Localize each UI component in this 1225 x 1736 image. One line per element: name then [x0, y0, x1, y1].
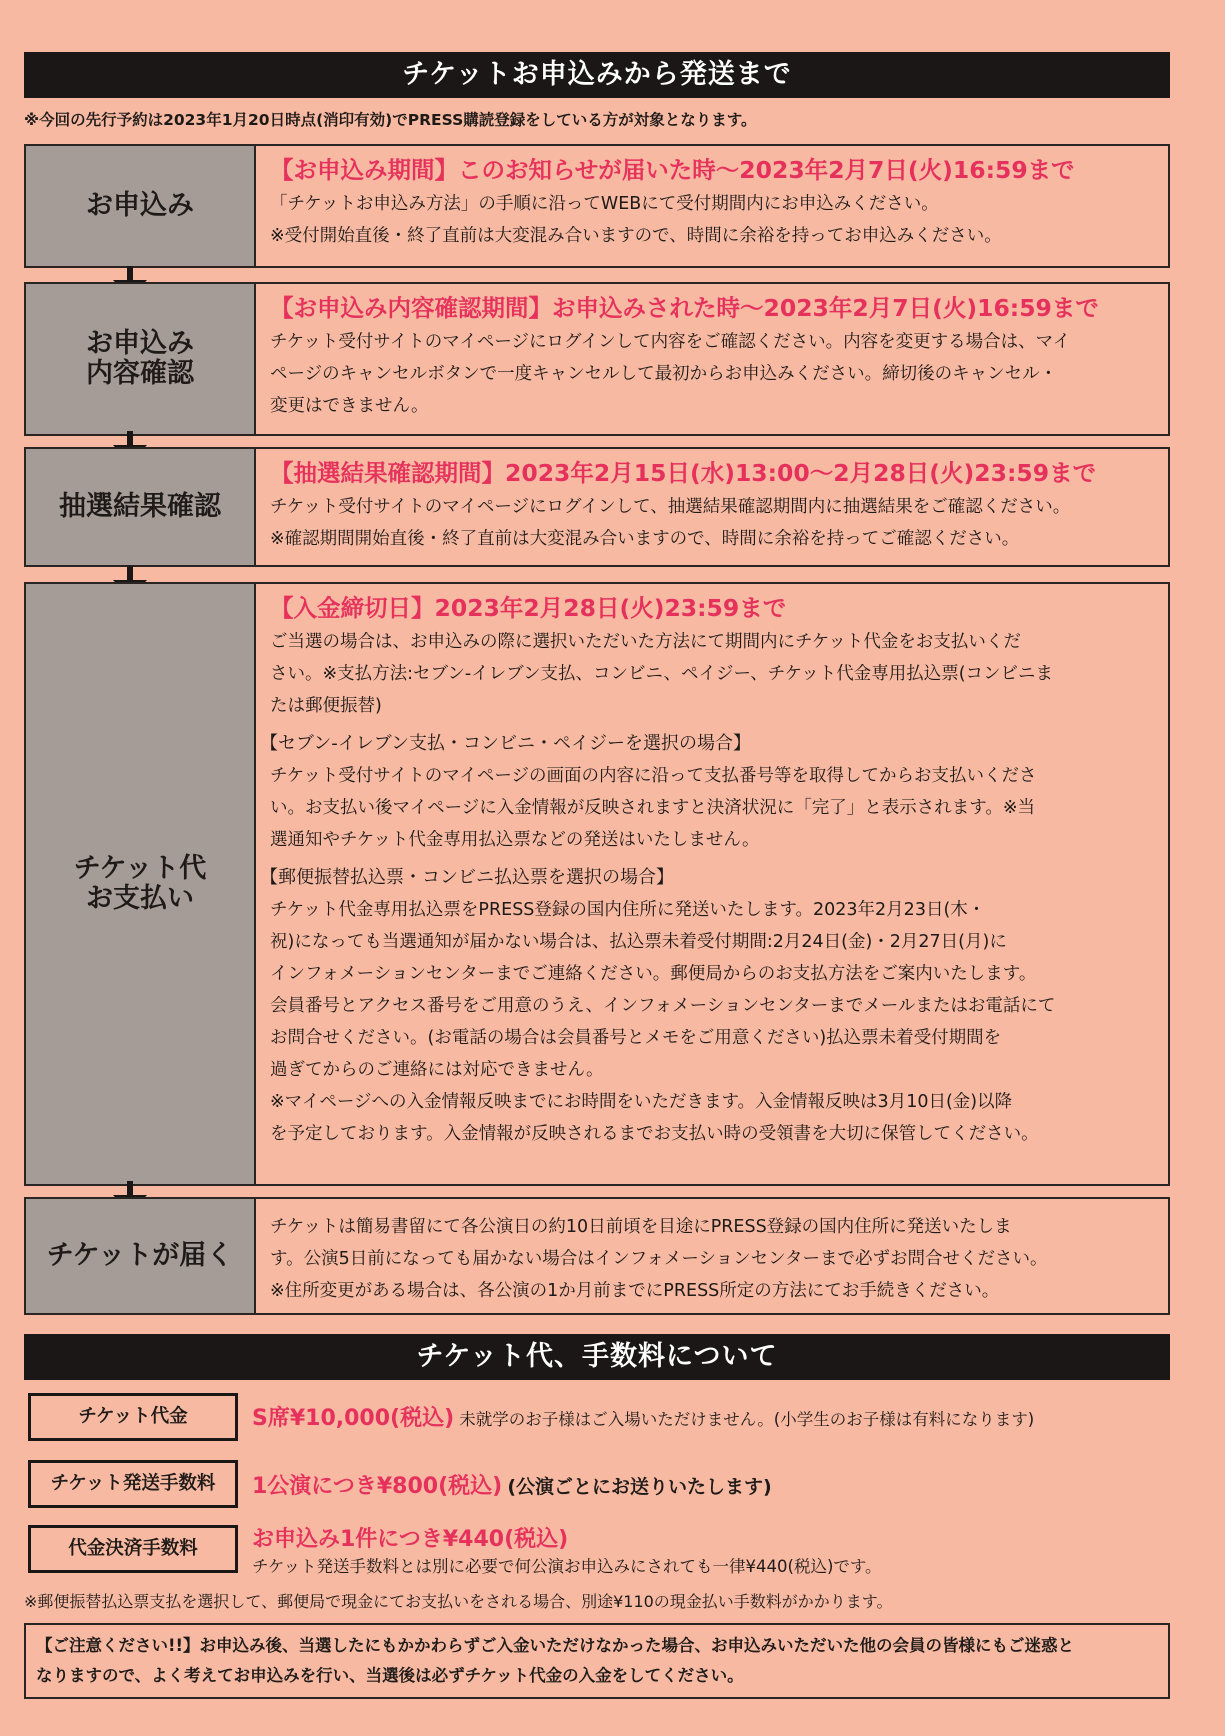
confirmation-period-heading: 【お申込み内容確認期間】お申込みされた時〜2023年2月7日(火)16:59まで	[270, 294, 1099, 322]
convenience-payment-subheading: 【セブン-イレブン支払・コンビニ・ペイジーを選択の場合】	[260, 733, 752, 754]
caution-box: 【ご注意ください!!】お申込み後、当選したにもかかわらずご入金いただけなかった場合、お申込みいただいた他の会員の皆様にもご迷惑と なりますので、よく考えてお申込みを行い、当選後は必ずチケット代金の入金をしてください。	[24, 1623, 1170, 1699]
step-label: 抽選結果確認	[26, 449, 256, 565]
step-label: チケットが届く	[26, 1199, 256, 1313]
fee-ticket-price: S席¥10,000(税込) 未就学のお子様はご入場いただけません。(小学生のお子様は有料になります)	[252, 1406, 1035, 1431]
step-label: お申込み 内容確認	[26, 284, 256, 434]
fee-label-settlement: 代金決済手数料	[28, 1525, 238, 1573]
fee-shipping: 1公演につき¥800(税込) (公演ごとにお送りいたします)	[252, 1474, 772, 1499]
fee-settlement: お申込み1件につき¥440(税込) チケット発送手数料とは別に必要で何公演お申込みにされても一律¥440(税込)です。	[252, 1527, 882, 1576]
step-label: お申込み	[26, 146, 256, 266]
step-content: 【お申込み期間】このお知らせが届いた時〜2023年2月7日(火)16:59まで 「チケットお申込み方法」の手順に沿ってWEBにて受付期間内にお申込みください。 ※受付開始直後・終了直前は大変混み合いますので、時間に余裕を持ってお申込みください。	[270, 152, 1158, 252]
step-ticket-delivery	[24, 1197, 1170, 1315]
section-title-fees: チケット代、手数料について	[24, 1334, 1170, 1380]
application-period-heading: 【お申込み期間】このお知らせが届いた時〜2023年2月7日(火)16:59まで	[270, 156, 1075, 184]
result-period-heading: 【抽選結果確認期間】2023年2月15日(水)13:00〜2月28日(火)23:59まで	[270, 459, 1097, 487]
step-label: チケット代 お支払い	[26, 584, 256, 1184]
step-content: 【お申込み内容確認期間】お申込みされた時〜2023年2月7日(火)16:59まで チケット受付サイトのマイページにログインして内容をご確認ください。内容を変更する場合は、マイ ページのキャンセルボタンで一度キャンセルして最初からお申込みください。締切後のキャンセル・ 変更はできません。	[270, 290, 1158, 422]
payment-deadline-heading: 【入金締切日】2023年2月28日(火)23:59まで	[270, 594, 787, 622]
cash-payment-note: ※郵便振替払込票支払を選択して、郵便局で現金にてお支払いをされる場合、別途¥110の現金払い手数料がかかります。	[24, 1592, 893, 1611]
step-content: 【抽選結果確認期間】2023年2月15日(水)13:00〜2月28日(火)23:59まで チケット受付サイトのマイページにログインして、抽選結果確認期間内に抽選結果をご確認ください。 ※確認期間開始直後・終了直前は大変混み合いますので、時間に余裕を持ってご確認ください。	[270, 455, 1158, 555]
step-content: 【入金締切日】2023年2月28日(火)23:59まで ご当選の場合は、お申込みの際に選択いただいた方法にて期間内にチケット代金をお支払いくだ さい。※支払方法:セブン-イレブン支払、コンビニ、ペイジー、チケット代金専用払込票(コンビニま たは郵便振替) 【セブン-イレブン支払・コンビニ・ペイジーを選択の場合】 チケット受付サイトのマイページの画面の内容に沿って支払番号等を取得してからお支払いくださ い。お支払い後マイページに入金情報が反映されますと決済状況に「完了」と表示されます。※当 選通知やチケット代金専用払込票などの発送はいたしません。 【郵便振替払込票・コンビニ払込票を選択の場合】 チケット代金専用払込票をPRESS登録の国内住所に発送いたします。2023年2月23日(木・ 祝)になっても当選通知が届かない場合は、払込票未着受付期間:2月24日(金)・2月27日(月)に インフォメーションセンターまでご連絡ください。郵便局からのお支払方法をご案内いたします。 会員番号とアクセス番号をご用意のうえ、インフォメーションセンターまでメールまたはお電話にて お問合せください。(お電話の場合は会員番号とメモをご用意ください)払込票未着受付期間を 過ぎてからのご連絡には対応できません。 ※マイページへの入金情報反映までにお時間をいただきます。入金情報反映は3月10日(金)以降 を予定しております。入金情報が反映されるまでお支払い時の受領書を大切に保管してください。	[270, 590, 1158, 1150]
fee-label-ticket-price: チケット代金	[28, 1393, 238, 1441]
step-payment	[24, 582, 1170, 1186]
step-content: チケットは簡易書留にて各公演日の約10日前頃を目途にPRESS登録の国内住所に発送いたしま す。公演5日前になっても届かない場合はインフォメーションセンターまで必ずお問合せください。 ※住所変更がある場合は、各公演の1か月前までにPRESS所定の方法にてお手続きください。	[270, 1217, 1048, 1301]
eligibility-note: ※今回の先行予約は2023年1月20日時点(消印有効)でPRESS購読登録をしている方が対象となります。	[24, 111, 757, 129]
postal-payment-subheading: 【郵便振替払込票・コンビニ払込票を選択の場合】	[260, 867, 674, 888]
step-lottery-result	[24, 447, 1170, 567]
step-application	[24, 144, 1170, 268]
fee-label-shipping: チケット発送手数料	[28, 1460, 238, 1508]
step-application-confirmation	[24, 282, 1170, 436]
section-title-process: チケットお申込みから発送まで	[24, 52, 1170, 98]
